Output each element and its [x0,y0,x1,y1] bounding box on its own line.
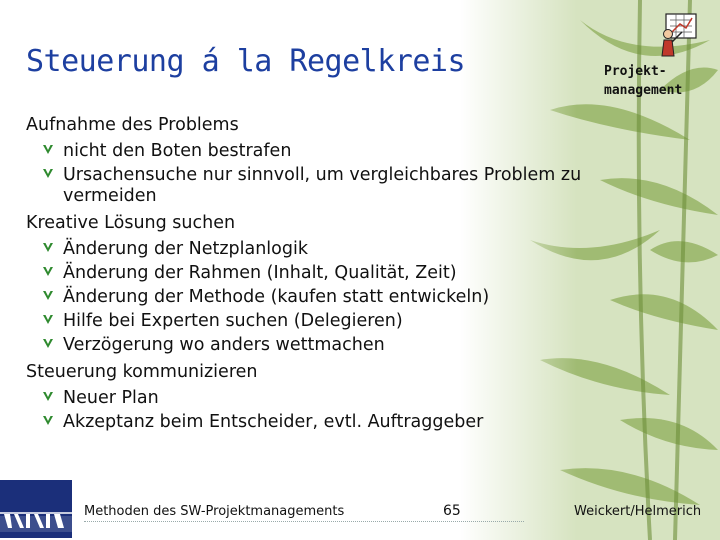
list-item: Änderung der Netzplanlogik [26,239,586,260]
footer-course-title: Methoden des SW-Projektmanagements [84,504,345,519]
section-heading: Steuerung kommunizieren [26,362,258,382]
bullet-check-icon [41,288,55,302]
section-problem [26,112,586,207]
logo-text-line2: management [604,83,683,98]
list-item: Verzögerung wo anders wettmachen [26,335,586,356]
bullet-check-icon [41,413,55,427]
bullet-check-icon [41,312,55,326]
bullet-check-icon [41,240,55,254]
list-item: nicht den Boten bestrafen [26,141,586,162]
bullet-check-icon [41,264,55,278]
university-logo [0,480,72,538]
project-figure-icon [656,10,700,60]
list-item: Hilfe bei Experten suchen (Delegieren) [26,311,586,332]
list-item: Akzeptanz beim Entscheider, evtl. Auftraggeber [26,412,586,433]
section-solution [26,210,586,356]
list-item: Änderung der Methode (kaufen statt entwickeln) [26,287,586,308]
bullet-check-icon [41,166,55,180]
bullet-check-icon [41,336,55,350]
section-heading: Kreative Lösung suchen [26,213,236,233]
bullet-check-icon [41,142,55,156]
footer-divider [84,521,524,523]
list-item: Ursachensuche nur sinnvoll, um vergleichbares Problem zu vermeiden [26,165,586,207]
list-item: Neuer Plan [26,388,586,409]
section-heading: Aufnahme des Problems [26,115,239,135]
footer-authors: Weickert/Helmerich [574,504,702,519]
logo-text-line1: Projekt- [604,64,667,79]
slide-title: Steuerung á la Regelkreis [26,44,466,79]
list-item: Änderung der Rahmen (Inhalt, Qualität, Zeit) [26,263,586,284]
bullet-check-icon [41,389,55,403]
page-number: 65 [443,503,461,519]
projektmanagement-logo [600,10,710,100]
section-communication [26,359,586,433]
slide-content [26,112,586,436]
